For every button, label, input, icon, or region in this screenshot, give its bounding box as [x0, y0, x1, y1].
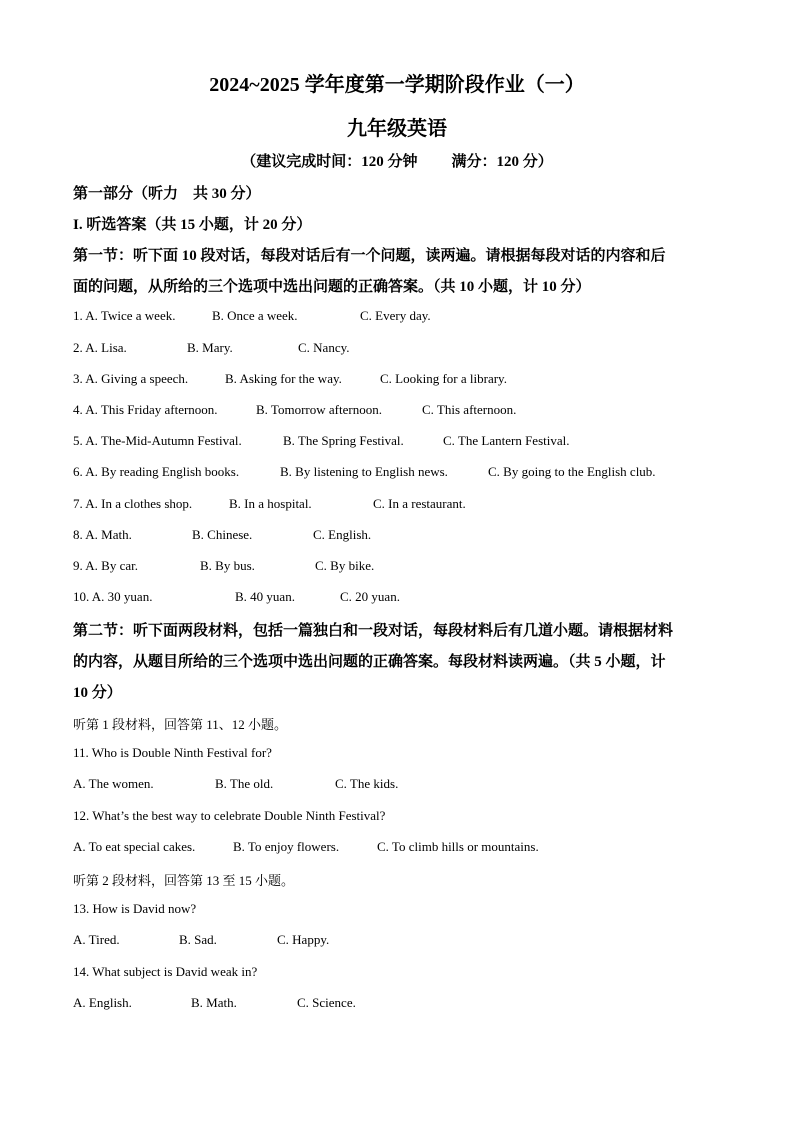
q5-option-c: C. The Lantern Festival. — [443, 433, 570, 448]
q6-option-c: C. By going to the English club. — [488, 464, 656, 479]
q7-option-b: B. In a hospital. — [229, 496, 312, 511]
section1-instruction-line2: 面的问题，从所给的三个选项中选出问题的正确答案。（共 10 小题，计 10 分） — [73, 279, 591, 295]
q14-option-b: B. Math. — [191, 995, 237, 1010]
q12-option-b: B. To enjoy flowers. — [233, 839, 340, 854]
q11-stem: 11. Who is Double Ninth Festival for? — [73, 745, 272, 760]
section2-instruction-line2: 的内容，从题目所给的三个选项中选出问题的正确答案。每段材料读两遍。（共 5 小题，计 — [73, 654, 666, 670]
q4-option-b: B. Tomorrow afternoon. — [256, 402, 382, 417]
q1-option-a: 1. A. Twice a week. — [73, 308, 176, 323]
q7-option-a: 7. A. In a clothes shop. — [73, 496, 193, 511]
q3-option-c: C. Looking for a library. — [380, 371, 507, 386]
q8-option-b: B. Chinese. — [192, 527, 253, 542]
q14-option-c: C. Science. — [297, 995, 356, 1010]
q13-stem: 13. How is David now? — [73, 901, 197, 916]
exam-subtitle: 九年级英语 — [347, 118, 447, 140]
q2-option-b: B. Mary. — [187, 340, 233, 355]
q7-option-c: C. In a restaurant. — [373, 496, 466, 511]
q8-option-c: C. English. — [313, 527, 372, 542]
q3-option-b: B. Asking for the way. — [225, 371, 342, 386]
q6-option-b: B. By listening to English news. — [280, 464, 448, 479]
part-heading: 第一部分（听力 共 30 分） — [73, 186, 261, 202]
q5-option-b: B. The Spring Festival. — [283, 433, 404, 448]
q2-option-c: C. Nancy. — [298, 340, 350, 355]
section-heading: I. 听选答案（共 15 小题，计 20 分） — [73, 217, 312, 233]
q14-stem: 14. What subject is David weak in? — [73, 964, 258, 979]
q10-option-b: B. 40 yuan. — [235, 589, 295, 604]
q8-option-a: 8. A. Math. — [73, 527, 132, 542]
q13-option-b: B. Sad. — [179, 932, 217, 947]
q11-option-b: B. The old. — [215, 776, 274, 791]
section2-instruction-line1: 第二节：听下面两段材料，包括一篇独白和一段对话，每段材料后有几道小题。请根据材料 — [73, 623, 674, 639]
q14-option-a: A. English. — [73, 995, 132, 1010]
q4-option-c: C. This afternoon. — [422, 402, 517, 417]
q12-stem: 12. What’s the best way to celebrate Double Ninth Festival? — [73, 808, 386, 823]
score-info: 满分：120 分） — [451, 154, 553, 170]
section2-instruction-line3: 10 分） — [73, 685, 122, 701]
q1-option-b: B. Once a week. — [212, 308, 298, 323]
section1-instruction-line1: 第一节：听下面 10 段对话，每段对话后有一个问题，读两遍。请根据每段对话的内容和后 — [73, 248, 666, 264]
time-info: （建议完成时间：120 分钟 — [241, 154, 418, 170]
q2-option-a: 2. A. Lisa. — [73, 340, 127, 355]
q1-option-c: C. Every day. — [360, 308, 431, 323]
exam-title: 2024~2025 学年度第一学期阶段作业（一） — [209, 74, 585, 96]
q9-option-a: 9. A. By car. — [73, 558, 138, 573]
q10-option-a: 10. A. 30 yuan. — [73, 589, 153, 604]
q6-option-a: 6. A. By reading English books. — [73, 464, 240, 479]
q5-option-a: 5. A. The-Mid-Autumn Festival. — [73, 433, 242, 448]
q13-option-c: C. Happy. — [277, 932, 330, 947]
material2-intro: 听第 2 段材料，回答第 13 至 15 小题。 — [73, 873, 295, 888]
q13-option-a: A. Tired. — [73, 932, 120, 947]
q12-option-c: C. To climb hills or mountains. — [377, 839, 539, 854]
q12-option-a: A. To eat special cakes. — [73, 839, 196, 854]
q10-option-c: C. 20 yuan. — [340, 589, 400, 604]
q9-option-c: C. By bike. — [315, 558, 375, 573]
q4-option-a: 4. A. This Friday afternoon. — [73, 402, 218, 417]
exam-info — [0, 150, 794, 171]
q9-option-b: B. By bus. — [200, 558, 255, 573]
q11-option-a: A. The women. — [73, 776, 154, 791]
q11-option-c: C. The kids. — [335, 776, 399, 791]
material1-intro: 听第 1 段材料，回答第 11、12 小题。 — [73, 717, 288, 732]
q3-option-a: 3. A. Giving a speech. — [73, 371, 189, 386]
